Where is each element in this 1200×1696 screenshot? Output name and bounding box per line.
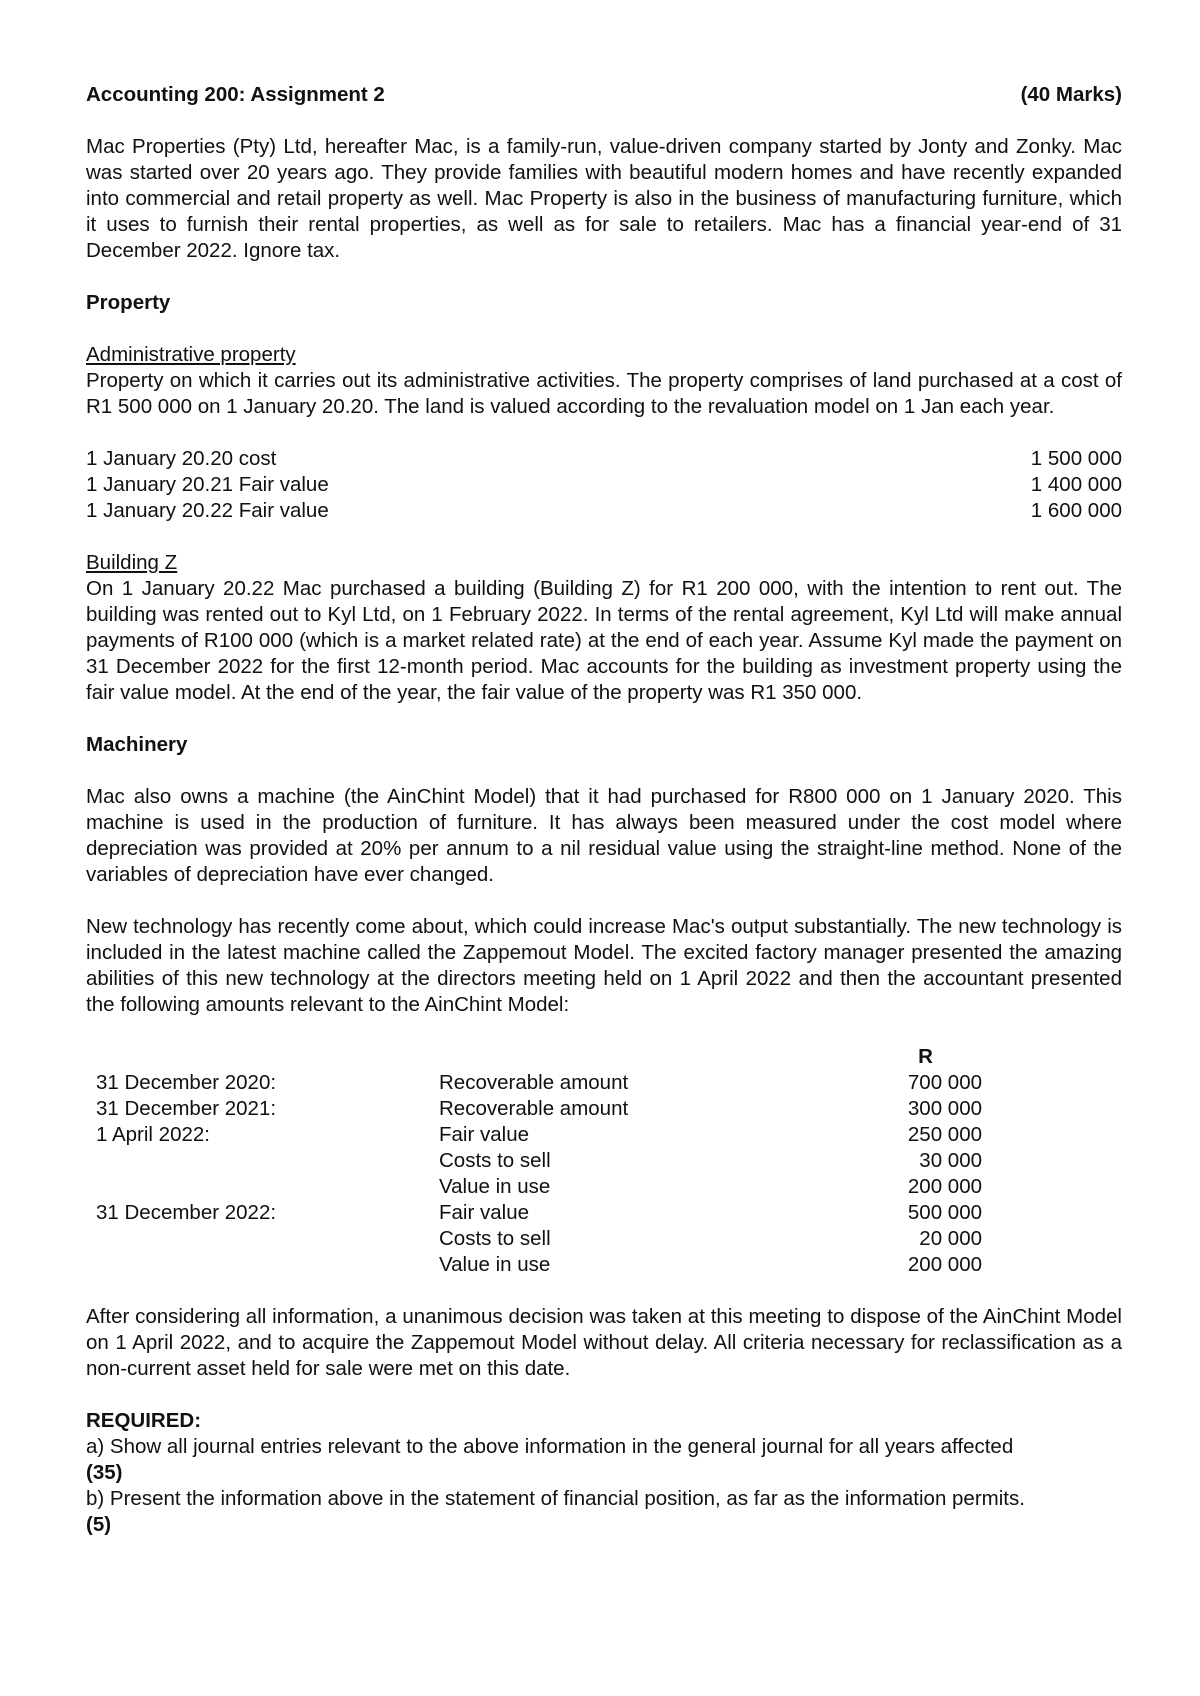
row-amount: 250 000: [907, 1123, 982, 1146]
building-z-subheading: Building Z: [86, 551, 178, 574]
value-label: 1 January 20.21 Fair value: [86, 473, 329, 496]
row-amount: 200 000: [907, 1253, 982, 1276]
row-amount: 200 000: [907, 1175, 982, 1198]
row-amount: 700 000: [907, 1071, 982, 1094]
currency-header: R: [918, 1045, 933, 1068]
required-heading: REQUIRED:: [86, 1409, 202, 1432]
table-header-row: [96, 1044, 982, 1070]
table-row: [96, 1200, 982, 1226]
row-date: [96, 1226, 439, 1252]
table-row: [96, 1070, 982, 1096]
table-row: [96, 1252, 982, 1278]
row-item: Fair value: [439, 1123, 530, 1146]
row-date: 31 December 2021:: [96, 1097, 277, 1120]
row-item: Value in use: [439, 1175, 551, 1198]
ainchint-amounts-table: [96, 1044, 982, 1278]
admin-value-row: [86, 498, 1122, 524]
building-z-text: On 1 January 20.22 Mac purchased a building (Building Z) for R1 200 000, with the intention to rent out. The building was rented out to Kyl Ltd, on 1 February 2022. In terms of the rental agreement, Kyl Ltd will make annual payments of R100 000 (which is a market related rate) at the end of each year. Assume Kyl made the payment on 31 December 2022 for the first 12-month period. Mac accounts for the building as investment property using the fair value model. At the end of the year, the fair value of the property was R1 350 000.: [86, 577, 1122, 704]
table-row: [96, 1122, 982, 1148]
row-amount: 30 000: [919, 1149, 982, 1172]
required-b-text: b) Present the information above in the statement of financial position, as far as the information permits.: [86, 1487, 1025, 1510]
title-row: [86, 82, 1122, 108]
table-row: [96, 1226, 982, 1252]
property-heading: Property: [86, 291, 171, 314]
row-date: [96, 1252, 439, 1278]
assignment-title: Accounting 200: Assignment 2: [86, 83, 385, 106]
machinery-paragraph-2: New technology has recently come about, which could increase Mac's output substantially. The new technology is included in the latest machine called the Zappemout Model. The excited factory manager presented the amazing abilities of this new technology at the directors meeting held on 1 April 2022 and then the accountant presented the following amounts relevant to the AinChint Model:: [86, 915, 1122, 1016]
table-row: [96, 1148, 982, 1174]
required-a-text: a) Show all journal entries relevant to the above information in the general journal for all years affected: [86, 1435, 1014, 1458]
machinery-heading: Machinery: [86, 733, 188, 756]
row-amount: 500 000: [907, 1201, 982, 1224]
row-date: 31 December 2022:: [96, 1201, 277, 1224]
row-date: [96, 1148, 439, 1174]
row-item: Costs to sell: [439, 1149, 551, 1172]
row-amount: 20 000: [919, 1227, 982, 1250]
row-amount: 300 000: [907, 1097, 982, 1120]
required-a-marks: (35): [86, 1461, 123, 1484]
intro-paragraph: Mac Properties (Pty) Ltd, hereafter Mac, is a family-run, value-driven company started by Jonty and Zonky. Mac was started over 20 years ago. They provide families with beautiful modern homes and have recently expanded into commercial and retail property as well. Mac Property is also in the business of manufacturing furniture, which it uses to furnish their rental properties, as well as for sale to retailers. Mac has a financial year-end of 31 December 2022. Ignore tax.: [86, 135, 1122, 262]
admin-property-subheading: Administrative property: [86, 343, 296, 366]
value-label: 1 January 20.22 Fair value: [86, 499, 329, 522]
admin-value-row: [86, 446, 1122, 472]
table-row: [96, 1096, 982, 1122]
row-date: [96, 1174, 439, 1200]
value-amount: 1 600 000: [1030, 499, 1122, 522]
row-date: 1 April 2022:: [96, 1123, 210, 1146]
row-item: Recoverable amount: [439, 1097, 629, 1120]
value-amount: 1 400 000: [1030, 473, 1122, 496]
value-label: 1 January 20.20 cost: [86, 447, 277, 470]
table-row: [96, 1174, 982, 1200]
row-date: 31 December 2020:: [96, 1071, 277, 1094]
row-item: Costs to sell: [439, 1227, 551, 1250]
value-amount: 1 500 000: [1030, 447, 1122, 470]
total-marks: (40 Marks): [1020, 83, 1122, 106]
row-item: Recoverable amount: [439, 1071, 629, 1094]
required-b-marks: (5): [86, 1513, 112, 1536]
machinery-paragraph-3: After considering all information, a unanimous decision was taken at this meeting to dispose of the AinChint Model on 1 April 2022, and to acquire the Zappemout Model without delay. All criteria necessary for reclassification as a non-current asset held for sale were met on this date.: [86, 1305, 1122, 1380]
admin-property-text: Property on which it carries out its administrative activities. The property comprises of land purchased at a cost of R1 500 000 on 1 January 20.20. The land is valued according to the revaluation model on 1 Jan each year.: [86, 369, 1122, 418]
row-item: Fair value: [439, 1201, 530, 1224]
row-item: Value in use: [439, 1253, 551, 1276]
admin-values-list: [86, 446, 1122, 524]
machinery-paragraph-1: Mac also owns a machine (the AinChint Model) that it had purchased for R800 000 on 1 January 2020. This machine is used in the production of furniture. It has always been measured under the cost model where depreciation was provided at 20% per annum to a nil residual value using the straight-line method. None of the variables of depreciation have ever changed.: [86, 785, 1122, 886]
admin-value-row: [86, 472, 1122, 498]
document-page: [86, 82, 1122, 1538]
